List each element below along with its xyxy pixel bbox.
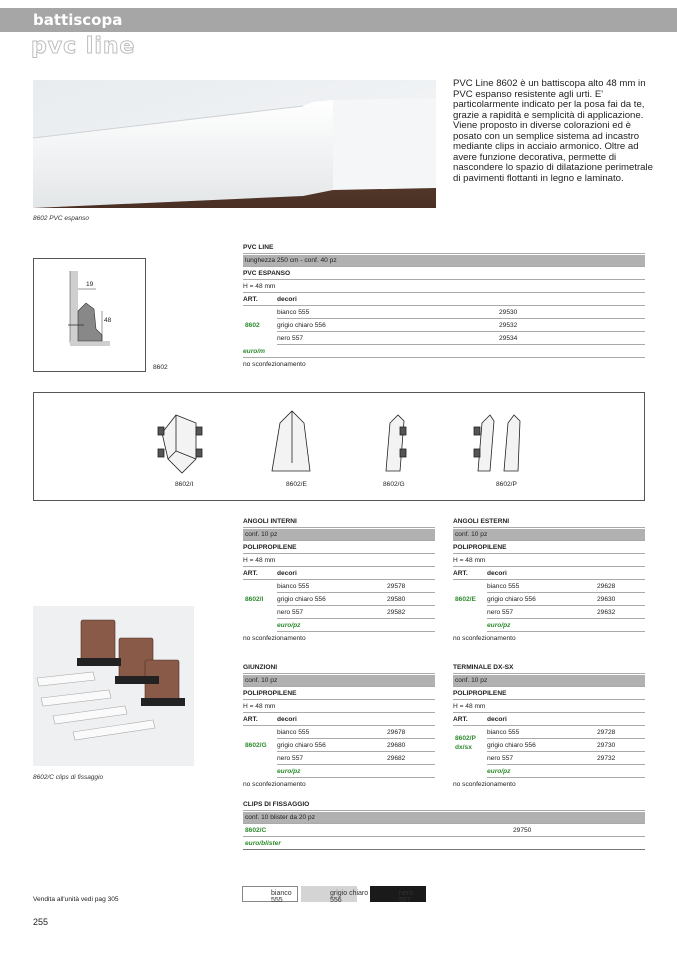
code-cell: 29678 [387, 729, 406, 736]
accessory-label: 8602/G [383, 481, 405, 488]
material: POLIPROPILENE [453, 688, 645, 700]
clips-table [243, 799, 645, 851]
table-row [487, 727, 645, 739]
note: no sconfezionamento [243, 361, 306, 368]
decor-cell: bianco 555 [487, 729, 520, 736]
table-title: ANGOLI ESTERNI [453, 516, 645, 528]
table-row [487, 740, 645, 752]
material: POLIPROPILENE [453, 542, 645, 554]
terminale-table [453, 662, 645, 792]
code-cell: 29680 [387, 742, 406, 749]
decor-cell: bianco 555 [277, 309, 310, 316]
table-title: GIUNZIONI [243, 662, 435, 674]
art-header: ART. [243, 716, 258, 723]
accessory-label: 8602/P [496, 481, 517, 488]
profile-label: 8602 [153, 364, 168, 371]
height: H = 48 mm [453, 701, 645, 713]
code-cell: 29628 [597, 583, 616, 590]
conf: conf. 10 pz [453, 675, 645, 687]
note: no sconfezionamento [453, 781, 516, 788]
decori-header: decori [277, 716, 297, 723]
table-title: ANGOLI INTERNI [243, 516, 435, 528]
code-cell: 29534 [499, 335, 518, 342]
table-title: TERMINALE DX-SX [453, 662, 645, 674]
table-title: PVC LINE [243, 242, 645, 254]
table-row [487, 753, 645, 765]
table-header-row [453, 714, 645, 726]
swatch-name: bianco [271, 890, 292, 897]
article-code-variant: dx/sx [455, 744, 472, 751]
decor-cell: bianco 555 [277, 729, 310, 736]
clips-photo [33, 606, 194, 766]
code-cell: 29530 [499, 309, 518, 316]
swatch-code: 557 [399, 897, 411, 904]
code-cell: 29728 [597, 729, 616, 736]
art-header: ART. [453, 716, 468, 723]
table-title: CLIPS DI FISSAGGIO [243, 799, 645, 811]
swatch-name: grigio chiaro [330, 890, 369, 897]
unit: euro/pz [277, 620, 435, 632]
profile-drawing [33, 258, 146, 372]
table-header-row [243, 714, 435, 726]
table-row [277, 320, 645, 332]
table-row [277, 333, 645, 345]
giunzioni-table [243, 662, 435, 792]
unit: euro/m [243, 346, 645, 358]
code-cell: 29632 [597, 609, 616, 616]
table-header-row [453, 568, 645, 580]
decor-cell: nero 557 [487, 609, 514, 616]
table-row [277, 607, 435, 619]
code-cell: 29730 [597, 742, 616, 749]
height: H = 48 mm [243, 281, 645, 293]
dim-height-label: 48 [104, 317, 112, 324]
decor-cell: grigio chiaro 556 [487, 596, 536, 603]
article-code: 8602/E [455, 596, 476, 603]
decor-cell: nero 557 [487, 755, 514, 762]
material: POLIPROPILENE [243, 542, 435, 554]
swatch-nero [370, 886, 426, 902]
material: PVC ESPANSO [243, 268, 645, 280]
length-conf: lunghezza 250 cm - conf. 40 pz [243, 255, 645, 267]
table-row [277, 740, 435, 752]
decor-cell: nero 557 [277, 609, 304, 616]
code-cell: 29532 [499, 322, 518, 329]
category-title: battiscopa [33, 11, 123, 29]
note: no sconfezionamento [243, 781, 306, 788]
conf: conf. 10 pz [243, 529, 435, 541]
table-row [277, 594, 435, 606]
decor-cell: grigio chiaro 556 [277, 322, 326, 329]
table-row [487, 581, 645, 593]
code-cell: 29732 [597, 755, 616, 762]
note: no sconfezionamento [243, 635, 306, 642]
table-row [277, 753, 435, 765]
code-cell: 29582 [387, 609, 406, 616]
decori-header: decori [487, 570, 507, 577]
photo-caption: 8602 PVC espanso [33, 215, 90, 222]
code-cell: 29750 [513, 827, 532, 834]
article-code: 8602/G [245, 742, 267, 749]
conf: conf. 10 pz [453, 529, 645, 541]
dim-width-label: 19 [86, 281, 94, 288]
table-row [487, 594, 645, 606]
page-number: 255 [33, 917, 49, 927]
accessory-label: 8602/E [286, 481, 307, 488]
decor-cell: nero 557 [277, 755, 304, 762]
table-header-row [243, 294, 645, 306]
table-header-row [243, 568, 435, 580]
height: H = 48 mm [243, 555, 435, 567]
swatch-code: 555 [271, 897, 283, 904]
conf: conf. 10 pz [243, 675, 435, 687]
code-cell: 29580 [387, 596, 406, 603]
swatch-code: 556 [330, 897, 342, 904]
table-row [243, 825, 645, 837]
art-header: ART. [453, 570, 468, 577]
unit: euro/pz [487, 766, 645, 778]
decor-cell: grigio chiaro 556 [277, 596, 326, 603]
material: POLIPROPILENE [243, 688, 435, 700]
decor-cell: bianco 555 [277, 583, 310, 590]
table-row [277, 581, 435, 593]
decori-header: decori [277, 570, 297, 577]
footer-note: Vendita all'unità vedi pag 305 [33, 896, 119, 903]
angoli-esterni-table [453, 516, 645, 646]
decor-cell: grigio chiaro 556 [487, 742, 536, 749]
unit: euro/pz [277, 766, 435, 778]
swatch-name: nero [399, 890, 414, 897]
accessory-label: 8602/I [175, 481, 194, 488]
code-cell: 29630 [597, 596, 616, 603]
article-code: 8602/P [455, 735, 476, 742]
pvc-line-table [243, 242, 645, 372]
product-line-title: pvc line [31, 34, 136, 59]
art-header: ART. [243, 570, 258, 577]
angoli-interni-table [243, 516, 435, 646]
article-code: 8602/C [245, 827, 267, 834]
height: H = 48 mm [453, 555, 645, 567]
conf: conf. 10 blister da 20 pz [243, 812, 645, 824]
decor-cell: grigio chiaro 556 [277, 742, 326, 749]
table-row [487, 607, 645, 619]
table-row [277, 307, 645, 319]
decor-cell: nero 557 [277, 335, 304, 342]
table-row [277, 727, 435, 739]
art-header: ART. [243, 296, 258, 303]
unit: euro/pz [487, 620, 645, 632]
unit: euro/blister [243, 838, 645, 850]
code-cell: 29578 [387, 583, 406, 590]
article-code: 8602/I [245, 596, 264, 603]
note: no sconfezionamento [453, 635, 516, 642]
code-cell: 29682 [387, 755, 406, 762]
decor-cell: bianco 555 [487, 583, 520, 590]
product-description: PVC Line 8602 è un battiscopa alto 48 mm in PVC espanso resistente agli urti. E' particolarmente indicato per la posa fai da te, grazie a rapidità e semplicità di applicazione. Viene proposto in diverse colorazioni ed è posato con un semplice sistema ad incastro mediante clips in acciaio armonico. Oltre ad avere funzione decorativa, permette di nascondere lo spazio di dilatazione perimetrale di pavimenti flottanti in legno e laminato. [453, 78, 653, 184]
decori-header: decori [277, 296, 297, 303]
article-code: 8602 [245, 322, 260, 329]
product-photo [33, 80, 436, 208]
accessories-box [33, 392, 645, 501]
decori-header: decori [487, 716, 507, 723]
height: H = 48 mm [243, 701, 435, 713]
clips-photo-caption: 8602/C clips di fissaggio [33, 774, 104, 781]
